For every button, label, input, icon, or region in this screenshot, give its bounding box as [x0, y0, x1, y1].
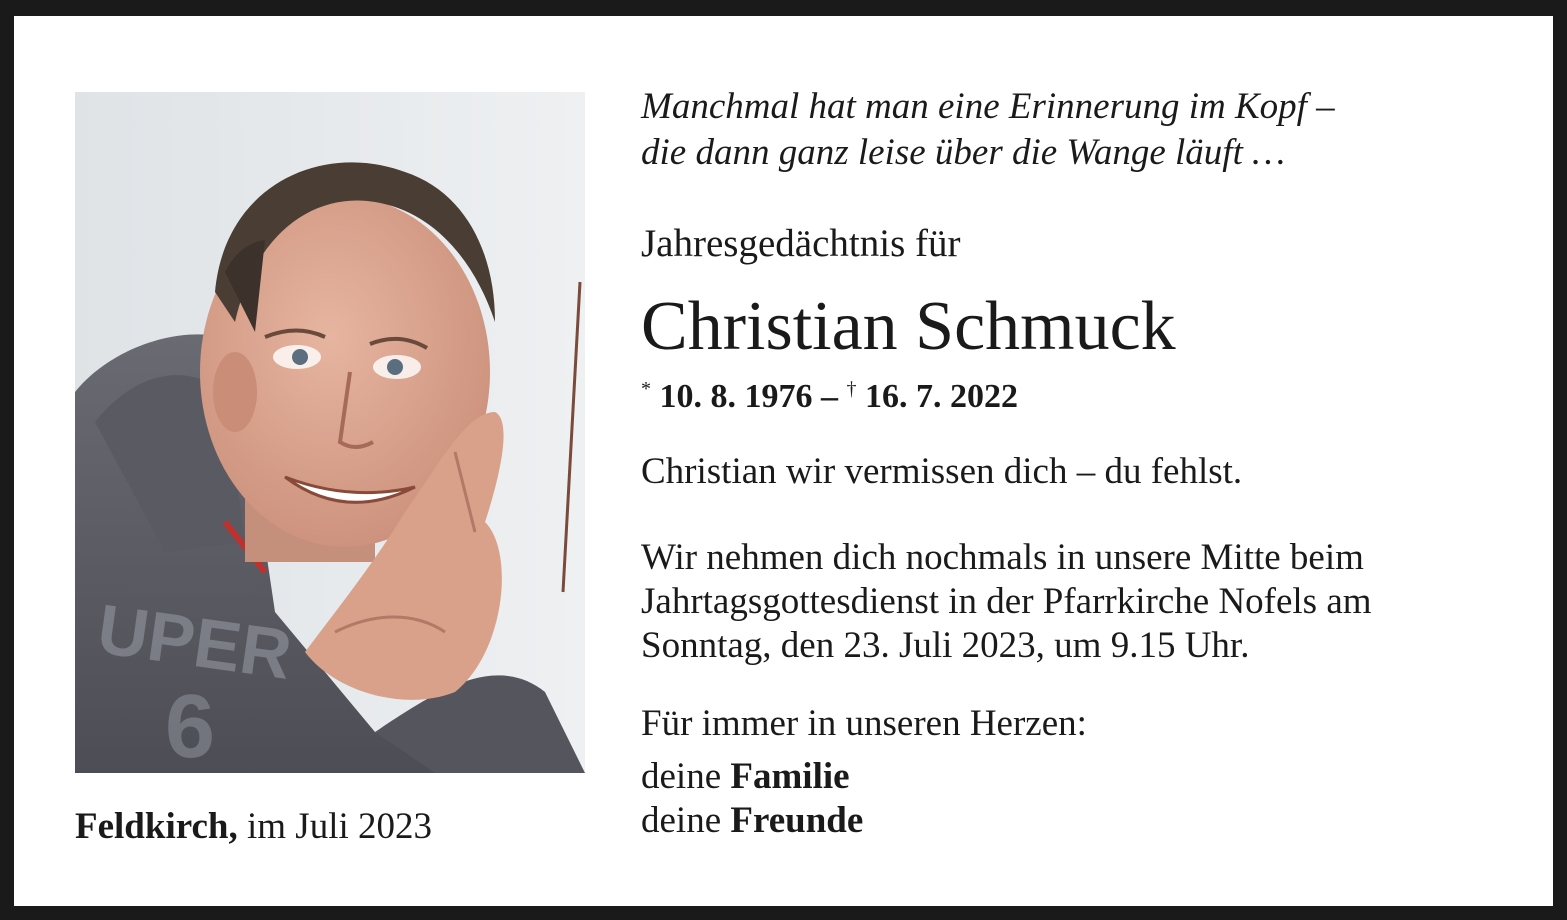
place-and-date [75, 804, 432, 850]
birth-date: 10. 8. 1976 – [659, 378, 838, 415]
invitation-line-3: Sonntag, den 23. Juli 2023, um 9.15 Uhr. [641, 625, 1250, 666]
death-date: 16. 7. 2022 [865, 378, 1018, 415]
quote-line-2: die dann ganz leise über die Wange läuft … [641, 132, 1286, 173]
signer-name: Freunde [730, 800, 864, 841]
birth-symbol: * [641, 378, 651, 400]
portrait-photo [75, 92, 585, 773]
invitation-line-2: Jahrtagsgottesdienst in der Pfarrkirche Nofels am [641, 581, 1372, 622]
quote [641, 84, 1335, 176]
forever-line: Für immer in unseren Herzen: [641, 703, 1087, 744]
memorial-heading: Jahresgedächtnis für [641, 222, 961, 265]
svg-text:6: 6 [165, 677, 216, 773]
quote-line-1: Manchmal hat man eine Erinnerung im Kopf – [641, 86, 1335, 127]
svg-text:UPER: UPER [92, 589, 297, 694]
signer-prefix: deine [641, 756, 722, 797]
signer-friends [641, 799, 863, 843]
death-symbol: † [846, 378, 857, 400]
missing-line: Christian wir vermissen dich – du fehlst. [641, 451, 1243, 492]
life-dates [641, 366, 1018, 420]
invitation [641, 536, 1372, 668]
place-city: Feldkirch, [75, 806, 238, 847]
signers [641, 755, 863, 843]
signer-name: Familie [730, 756, 850, 797]
signer-prefix: deine [641, 800, 722, 841]
invitation-line-1: Wir nehmen dich nochmals in unsere Mitte beim [641, 537, 1364, 578]
portrait-illustration [75, 92, 585, 773]
deceased-name: Christian Schmuck [641, 288, 1176, 365]
place-date: im Juli 2023 [247, 806, 433, 847]
signer-family [641, 755, 863, 799]
